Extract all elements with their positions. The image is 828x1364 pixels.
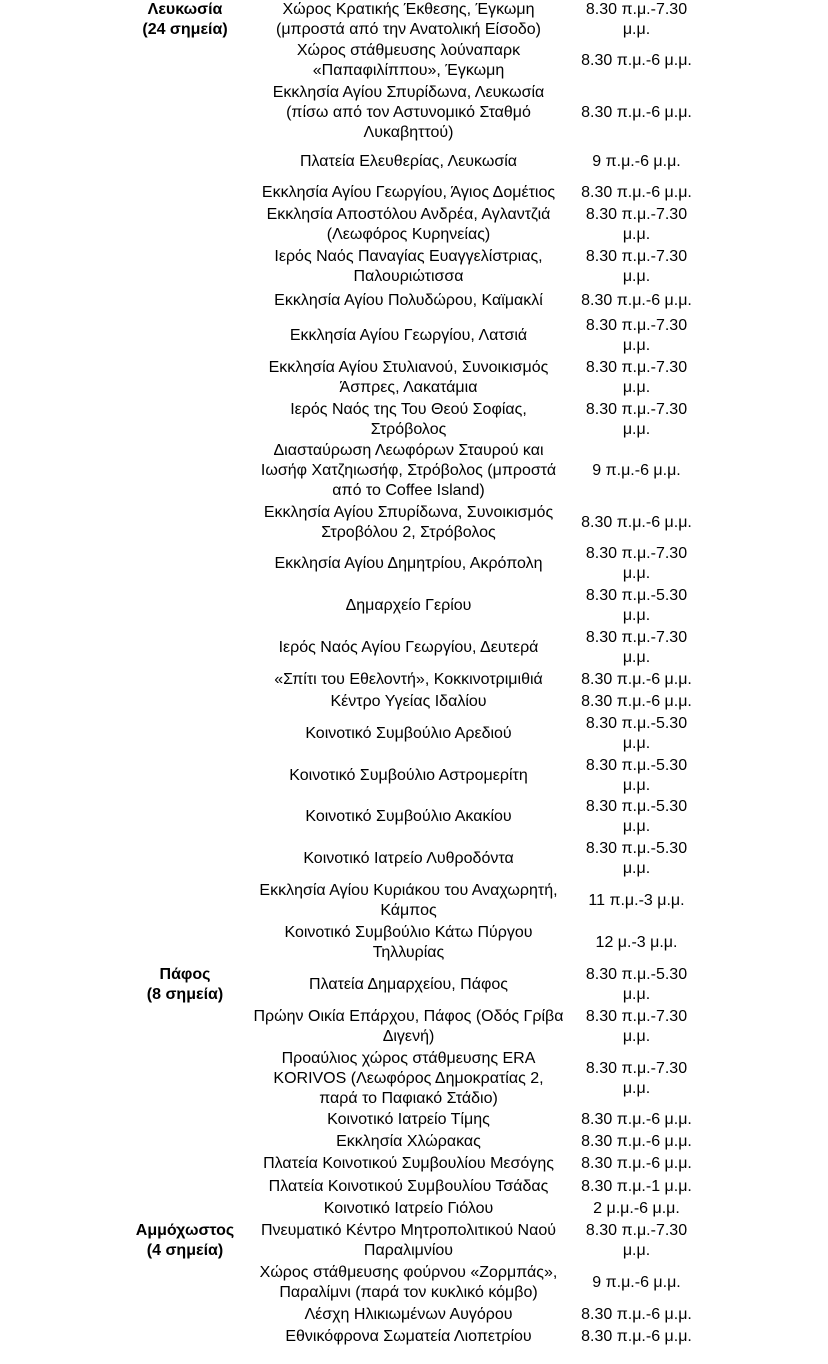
- location-cell: Κοινοτικό Ιατρείο Λυθροδόντα: [303, 850, 514, 867]
- location-cell: Πλατεία Ελευθερίας, Λευκωσία: [299, 153, 518, 170]
- hours-cell: 8.30 π.μ.-7.30 μ.μ.: [585, 206, 688, 243]
- location-cell: Χώρος στάθμευσης λούναπαρκ «Παπαφιλίππου», Έγκωμη: [296, 42, 521, 79]
- location-cell: Κοινοτικό Συμβούλιο Ακακίου: [305, 808, 512, 825]
- hours-cell: 11 π.μ.-3 μ.μ.: [588, 892, 685, 909]
- location-cell: Διασταύρωση Λεωφόρων Σταυρού και Ιωσήφ Χατζηιωσήφ, Στρόβολος (μπροστά από το Coffee Island): [260, 442, 557, 499]
- location-cell: Προαύλιος χώρος στάθμευσης ERA KORIVOS (Λεωφόρος Δημοκρατίας 2, παρά το Παφιακό Στάδιο): [273, 1050, 544, 1107]
- hours-cell: 8.30 π.μ.-7.30 μ.μ.: [585, 359, 688, 396]
- location-cell: Δημαρχείο Γερίου: [345, 597, 472, 614]
- hours-cell: 2 μ.μ.-6 μ.μ.: [593, 1200, 680, 1217]
- district-label-ammochostos: [112, 1221, 258, 1261]
- hours-cell: 8.30 π.μ.-6 μ.μ.: [581, 1133, 692, 1150]
- location-cell: Κέντρο Υγείας Ιδαλίου: [330, 693, 487, 710]
- location-cell: Εκκλησία Αγίου Στυλιανού, Συνοικισμός Άσπρες, Λακατάμια: [268, 359, 549, 396]
- hours-cell: 8.30 π.μ.-7.30 μ.μ.: [585, 1, 688, 38]
- location-cell: Κοινοτικό Ιατρείο Γιόλου: [323, 1200, 494, 1217]
- hours-cell: 8.30 π.μ.-5.30 μ.μ.: [585, 757, 688, 794]
- hours-cell: 9 π.μ.-6 μ.μ.: [592, 153, 681, 170]
- location-cell: Χώρος Κρατικής Έκθεσης, Έγκωμη (μπροστά από την Ανατολική Είσοδο): [275, 1, 541, 38]
- location-cell: Χώρος στάθμευσης φούρνου «Ζορμπάς», Παραλίμνι (παρά τον κυκλικό κόμβο): [259, 1264, 558, 1301]
- location-cell: Ιερός Ναός της Του Θεού Σοφίας, Στρόβολος: [290, 401, 527, 438]
- location-cell: Λέσχη Ηλικιωμένων Αυγόρου: [304, 1306, 513, 1323]
- hours-cell: 8.30 π.μ.-5.30 μ.μ.: [585, 798, 688, 835]
- hours-cell: 8.30 π.μ.-7.30 μ.μ.: [585, 1008, 688, 1045]
- hours-cell: 8.30 π.μ.-7.30 μ.μ.: [585, 401, 688, 438]
- location-cell: Εκκλησία Αγίου Σπυρίδωνα, Λευκωσία (πίσω από τον Αστυνομικό Σταθμό Λυκαβηττού): [272, 84, 545, 141]
- hours-cell: 8.30 π.μ.-6 μ.μ.: [581, 1111, 692, 1128]
- location-cell: Κοινοτικό Συμβούλιο Αστρομερίτη: [289, 767, 528, 784]
- district-name: Αμμόχωστος: [135, 1222, 235, 1239]
- location-cell: Εκκλησία Αποστόλου Ανδρέα, Αγλαντζιά (Λεωφόρος Κυρηνείας): [266, 206, 551, 243]
- hours-cell: 8.30 π.μ.-6 μ.μ.: [581, 693, 692, 710]
- location-cell: Πλατεία Κοινοτικού Συμβουλίου Τσάδας: [268, 1178, 549, 1195]
- hours-cell: 8.30 π.μ.-6 μ.μ.: [581, 1155, 692, 1172]
- hours-cell: 8.30 π.μ.-6 μ.μ.: [581, 1328, 692, 1345]
- location-cell: Πνευματικό Κέντρο Μητροπολιτικού Ναού Παραλιμνίου: [260, 1222, 556, 1259]
- hours-cell: 8.30 π.μ.-5.30 μ.μ.: [585, 587, 688, 624]
- location-cell: «Σπίτι του Εθελοντή», Κοκκινοτριμιθιά: [274, 671, 543, 688]
- hours-cell: 8.30 π.μ.-5.30 μ.μ.: [585, 966, 688, 1003]
- district-count: (4 σημεία): [146, 1242, 224, 1259]
- district-count: (24 σημεία): [142, 21, 228, 38]
- location-cell: Εκκλησία Αγίου Δημητρίου, Ακρόπολη: [274, 555, 543, 572]
- district-count: (8 σημεία): [146, 986, 224, 1003]
- hours-cell: 8.30 π.μ.-7.30 μ.μ.: [585, 248, 688, 285]
- location-cell: Κοινοτικό Συμβούλιο Αρεδιού: [305, 725, 512, 742]
- location-cell: Εκκλησία Αγίου Γεωργίου, Άγιος Δομέτιος: [261, 184, 556, 201]
- location-cell: Εκκλησία Αγίου Γεωργίου, Λατσιά: [289, 327, 528, 344]
- location-cell: Πλατεία Κοινοτικού Συμβουλίου Μεσόγης: [263, 1155, 554, 1172]
- district-name: Λευκωσία: [147, 1, 223, 18]
- location-cell: Κοινοτικό Συμβούλιο Κάτω Πύργου Τηλλυρίας: [284, 924, 533, 961]
- location-cell: Πλατεία Δημαρχείου, Πάφος: [309, 976, 508, 993]
- hours-cell: 8.30 π.μ.-1 μ.μ.: [581, 1178, 692, 1195]
- location-cell: Εκκλησία Αγίου Κυριάκου του Αναχωρητή, Κάμπος: [259, 882, 558, 919]
- location-cell: Πρώην Οικία Επάρχου, Πάφος (Οδός Γρίβα Διγενή): [253, 1008, 564, 1045]
- hours-cell: 8.30 π.μ.-6 μ.μ.: [581, 671, 692, 688]
- hours-cell: 8.30 π.μ.-6 μ.μ.: [581, 514, 692, 531]
- hours-cell: 8.30 π.μ.-7.30 μ.μ.: [585, 317, 688, 354]
- hours-cell: 8.30 π.μ.-6 μ.μ.: [581, 104, 692, 121]
- hours-cell: 8.30 π.μ.-5.30 μ.μ.: [585, 840, 688, 877]
- district-name: Πάφος: [159, 966, 211, 983]
- location-cell: Κοινοτικό Ιατρείο Τίμης: [327, 1111, 490, 1128]
- location-cell: Εκκλησία Αγίου Πολυδώρου, Καϊμακλί: [274, 292, 543, 309]
- hours-cell: 8.30 π.μ.-6 μ.μ.: [581, 1306, 692, 1323]
- hours-cell: 8.30 π.μ.-7.30 μ.μ.: [585, 1222, 688, 1259]
- hours-cell: 8.30 π.μ.-7.30 μ.μ.: [585, 629, 688, 666]
- hours-cell: 12 μ.-3 μ.μ.: [595, 934, 678, 951]
- hours-cell: 8.30 π.μ.-6 μ.μ.: [581, 52, 692, 69]
- hours-cell: 8.30 π.μ.-6 μ.μ.: [581, 292, 692, 309]
- hours-cell: 9 π.μ.-6 μ.μ.: [592, 462, 681, 479]
- location-cell: Ιερός Ναός Παναγίας Ευαγγελίστριας, Παλουριώτισσα: [274, 248, 543, 285]
- district-label-lefkosia: [112, 0, 258, 40]
- location-cell: Ιερός Ναός Αγίου Γεωργίου, Δευτερά: [278, 639, 539, 656]
- district-label-pafos: [112, 965, 258, 1005]
- hours-cell: 8.30 π.μ.-5.30 μ.μ.: [585, 715, 688, 752]
- hours-cell: 8.30 π.μ.-7.30 μ.μ.: [585, 1060, 688, 1097]
- location-cell: Εκκλησία Χλώρακας: [336, 1133, 481, 1150]
- hours-cell: 8.30 π.μ.-6 μ.μ.: [581, 184, 692, 201]
- location-cell: Εκκλησία Αγίου Σπυρίδωνα, Συνοικισμός Στροβόλου 2, Στρόβολος: [263, 504, 554, 541]
- hours-cell: 8.30 π.μ.-7.30 μ.μ.: [585, 545, 688, 582]
- hours-cell: 9 π.μ.-6 μ.μ.: [592, 1274, 681, 1291]
- location-cell: Εθνικόφρονα Σωματεία Λιοπετρίου: [285, 1328, 532, 1345]
